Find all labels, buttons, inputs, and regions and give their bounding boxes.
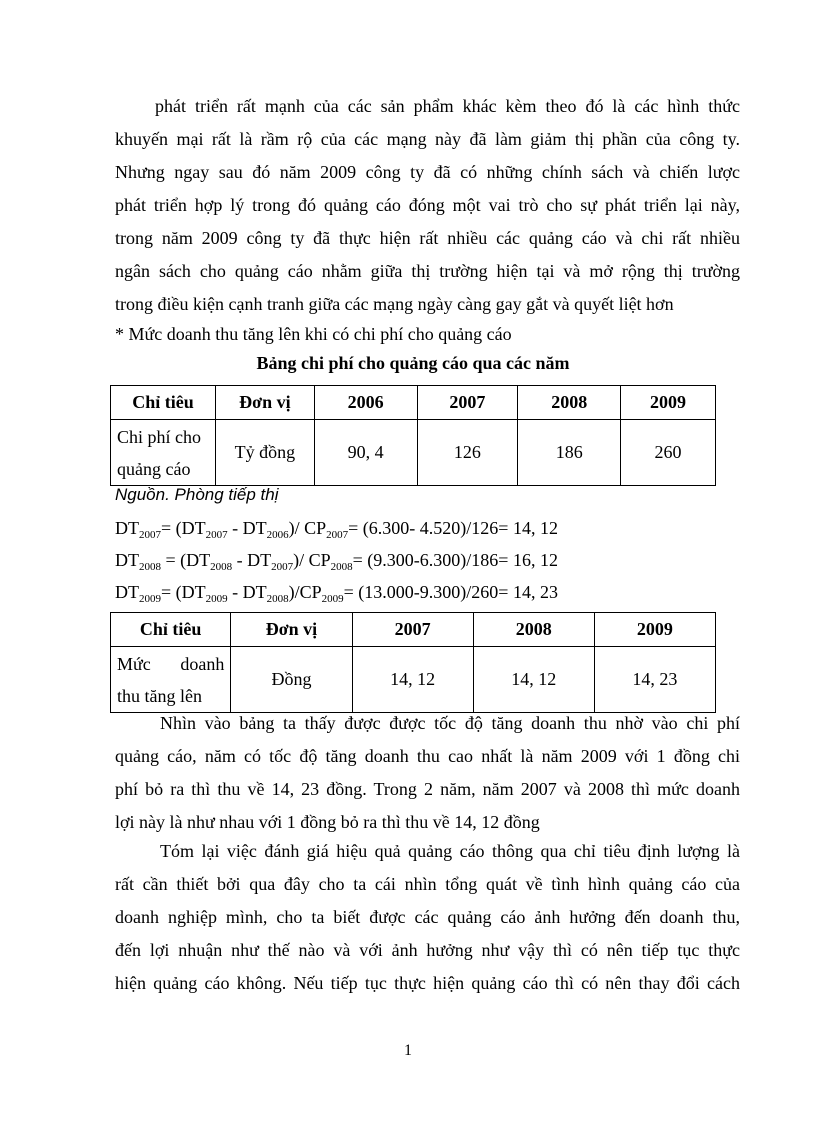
table-header-cell: 2009 <box>594 613 715 647</box>
table-cell: 90, 4 <box>314 420 417 486</box>
page-number: 1 <box>404 1042 412 1059</box>
table-header-cell: Đơn vị <box>231 613 352 647</box>
table-header-cell: 2009 <box>621 386 716 420</box>
table-cell: 186 <box>518 420 621 486</box>
paragraph2-line: lợi này là như nhau với 1 đồng bỏ ra thì thu về 14, 12 đồng <box>115 812 540 832</box>
table-header-row <box>111 613 716 647</box>
table-row <box>111 420 716 486</box>
paragraph1-line: phát triển rất mạnh của các sản phẩm khác kèm theo đó là các hình thức <box>155 96 740 116</box>
table-cell: 126 <box>417 420 518 486</box>
table-header-cell: 2007 <box>417 386 518 420</box>
paragraph1-line: khuyến mại rất là rầm rộ của các mạng này đã làm giảm thị phần của công ty. <box>115 129 740 149</box>
table-header-cell: 2008 <box>473 613 594 647</box>
formula-2009: $DT_{2009}= (DT_{2009} - DT_{2008})/CP_{2009}= (13.000-9.300)/260= 14$, 23 <box>115 582 558 605</box>
paragraph3-line: Tóm lại việc đánh giá hiệu quả quảng cáo thông qua chỉ tiêu định lượng là <box>160 841 740 861</box>
table-header-cell: 2007 <box>352 613 473 647</box>
advertising-cost-table <box>110 385 716 486</box>
paragraph3-line: hiện quảng cáo không. Nếu tiếp tục thực hiện quảng cáo thì có nên thay đổi cách <box>115 973 740 993</box>
table-header-cell: 2008 <box>518 386 621 420</box>
paragraph2-line: Nhìn vào bảng ta thấy được được tốc độ tăng doanh thu nhờ vào chi phí <box>160 713 740 733</box>
table-cell: 14, 12 <box>473 647 594 713</box>
paragraph3-line: rất cần thiết bởi qua đây cho ta cái nhìn tổng quát về tình hình quảng cáo của <box>115 874 740 894</box>
table-cell: Mức doanh thu tăng lên <box>111 647 231 713</box>
table-cell: 260 <box>621 420 716 486</box>
table-cell: 14, 12 <box>352 647 473 713</box>
revenue-increase-table <box>110 612 716 713</box>
bullet-line: * Mức doanh thu tăng lên khi có chi phí cho quảng cáo <box>115 324 512 344</box>
paragraph1-line: trong điều kiện cạnh tranh giữa các mạng ngày càng gay gắt và quyết liệt hơn <box>115 294 674 314</box>
table-header-cell: Đơn vị <box>215 386 314 420</box>
paragraph1-line: ngân sách cho quảng cáo nhằm giữa thị trường hiện tại và mở rộng thị trường <box>115 261 740 281</box>
paragraph3-line: đến lợi nhuận như thế nào và với ảnh hưởng như vậy thì có nên tiếp tục thực <box>115 940 740 960</box>
source-note: Nguồn. Phòng tiếp thị <box>115 485 279 504</box>
table-header-cell: 2006 <box>314 386 417 420</box>
table-cell: 14, 23 <box>594 647 715 713</box>
paragraph2-line: phí bỏ ra thì thu về 14, 23 đồng. Trong 2 năm, năm 2007 và 2008 thì mức doanh <box>115 779 740 799</box>
formula-2008: $DT_{2008} = (DT_{2008} - DT_{2007})/$ $CP_{2008}= (9.300-6.300)/186= 16$, 12 <box>115 550 558 573</box>
paragraph2-line: quảng cáo, năm có tốc độ tăng doanh thu cao nhất là năm 2009 với 1 đồng chi <box>115 746 740 766</box>
paragraph3-line: doanh nghiệp mình, cho ta biết được các quảng cáo ảnh hưởng đến doanh thu, <box>115 907 740 927</box>
table-cell: Chi phí cho quảng cáo <box>111 420 216 486</box>
formula-2007: $DT_{2007}= (DT_{2007} - DT_{2006})/$ $CP_{2007}= (6.300-$ 4.520)/126= 14, 12 <box>115 518 558 541</box>
table-cell: Tỷ đồng <box>215 420 314 486</box>
table-header-row <box>111 386 716 420</box>
paragraph1-line: phát triển hợp lý trong đó quảng cáo đóng một vai trò cho sự phát triển lại này, <box>115 195 740 215</box>
paragraph1-line: Nhưng ngay sau đó năm 2009 công ty đã có những chính sách và chiến lược <box>115 162 740 182</box>
table-header-cell: Chỉ tiêu <box>111 613 231 647</box>
table1-caption: Bảng chi phí cho quảng cáo qua các năm <box>256 353 570 373</box>
table-row <box>111 647 716 713</box>
table-header-cell: Chỉ tiêu <box>111 386 216 420</box>
paragraph1-line: trong năm 2009 công ty đã thực hiện rất nhiều các quảng cáo và chi rất nhiều <box>115 228 740 248</box>
table-cell: Đồng <box>231 647 352 713</box>
